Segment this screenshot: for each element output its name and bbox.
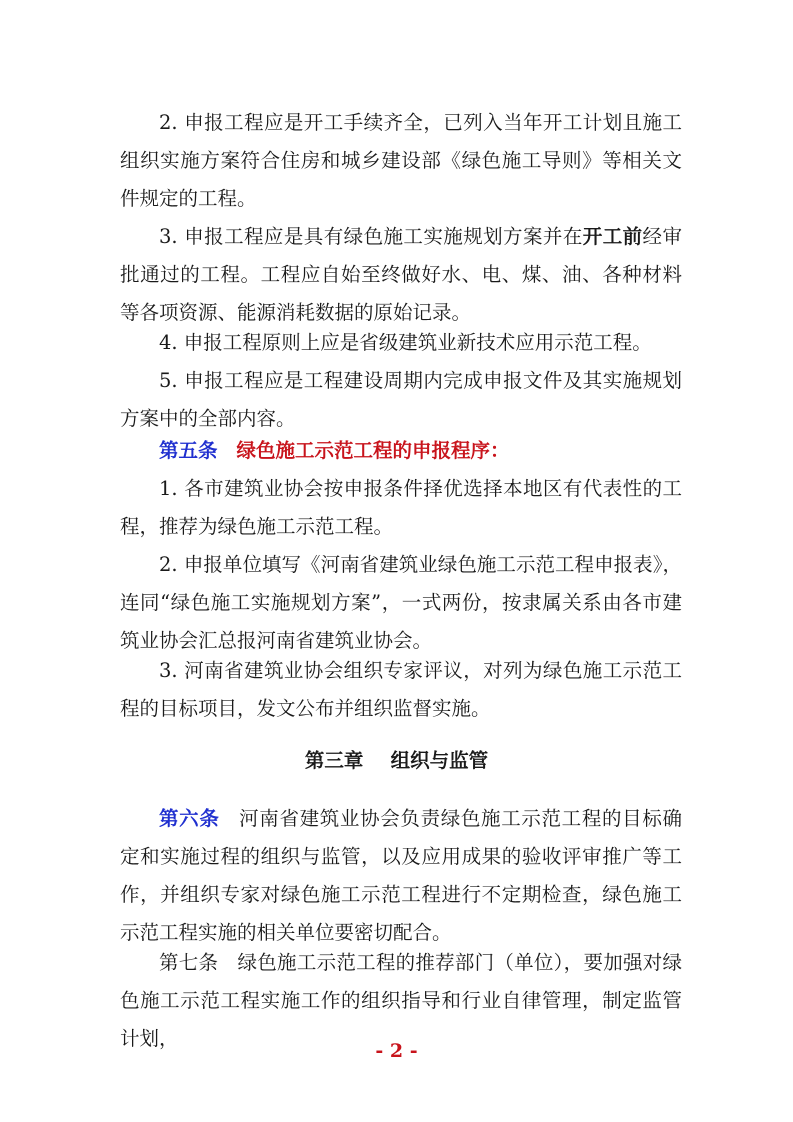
chapter-3-title: 第三章 组织与监管 (304, 749, 489, 772)
item-3-text-a: 3. 申报工程应是具有绿色施工实施规划方案并在 (159, 225, 583, 248)
page-number: - 2 - (375, 1040, 418, 1062)
item-3-paragraph (120, 218, 682, 332)
item-3-text-b: 经审批通过的工程。工程应自始至终做好水、电、煤、油、各种材料等各项资源、能源消耗数据的原始记录。 (120, 225, 682, 324)
article-5-item-2: 2. 申报单位填写《河南省建筑业绿色施工示范工程申报表》，连同“绿色施工实施规划方案”，一式两份，按隶属关系由各市建筑业协会汇总报河南省建筑业协会。 (120, 553, 682, 652)
article-7-label: 第七条 (159, 951, 219, 974)
article-7-text: 绿色施工示范工程的推荐部门（单位），要加强对绿色施工示范工程实施工作的组织指导和行业自律管理，制定监管计划， (120, 951, 682, 1050)
article-5-heading (120, 432, 682, 470)
item-4-paragraph: 4. 申报工程原则上应是省级建筑业新技术应用示范工程。 (159, 331, 652, 354)
item-2-paragraph: 2. 申报工程应是开工手续齐全，已列入当年开工计划且施工组织实施方案符合住房和城乡建设部《绿色施工导则》等相关文件规定的工程。 (120, 111, 682, 210)
article-6-text: 河南省建筑业协会负责绿色施工示范工程的目标确定和实施过程的组织与监管，以及应用成果的验收评审推广等工作，并组织专家对绿色施工示范工程进行不定期检查，绿色施工示范工程实施的相关单位要密切配合。 (120, 807, 682, 944)
item-3-emphasis: 开工前 (582, 225, 643, 248)
article-6-label: 第六条 (159, 807, 220, 830)
article-5-label: 第五条 (159, 439, 218, 462)
article-5-item-1: 1. 各市建筑业协会按申报条件择优选择本地区有代表性的工程，推荐为绿色施工示范工程。 (120, 477, 682, 538)
article-6-paragraph (120, 800, 682, 952)
item-5-paragraph: 5. 申报工程应是工程建设周期内完成申报文件及其实施规划方案中的全部内容。 (120, 369, 682, 430)
article-5-item-3: 3. 河南省建筑业协会组织专家评议，对列为绿色施工示范工程的目标项目，发文公布并组织监督实施。 (120, 659, 682, 720)
article-5-title: 绿色施工示范工程的申报程序： (236, 439, 510, 462)
